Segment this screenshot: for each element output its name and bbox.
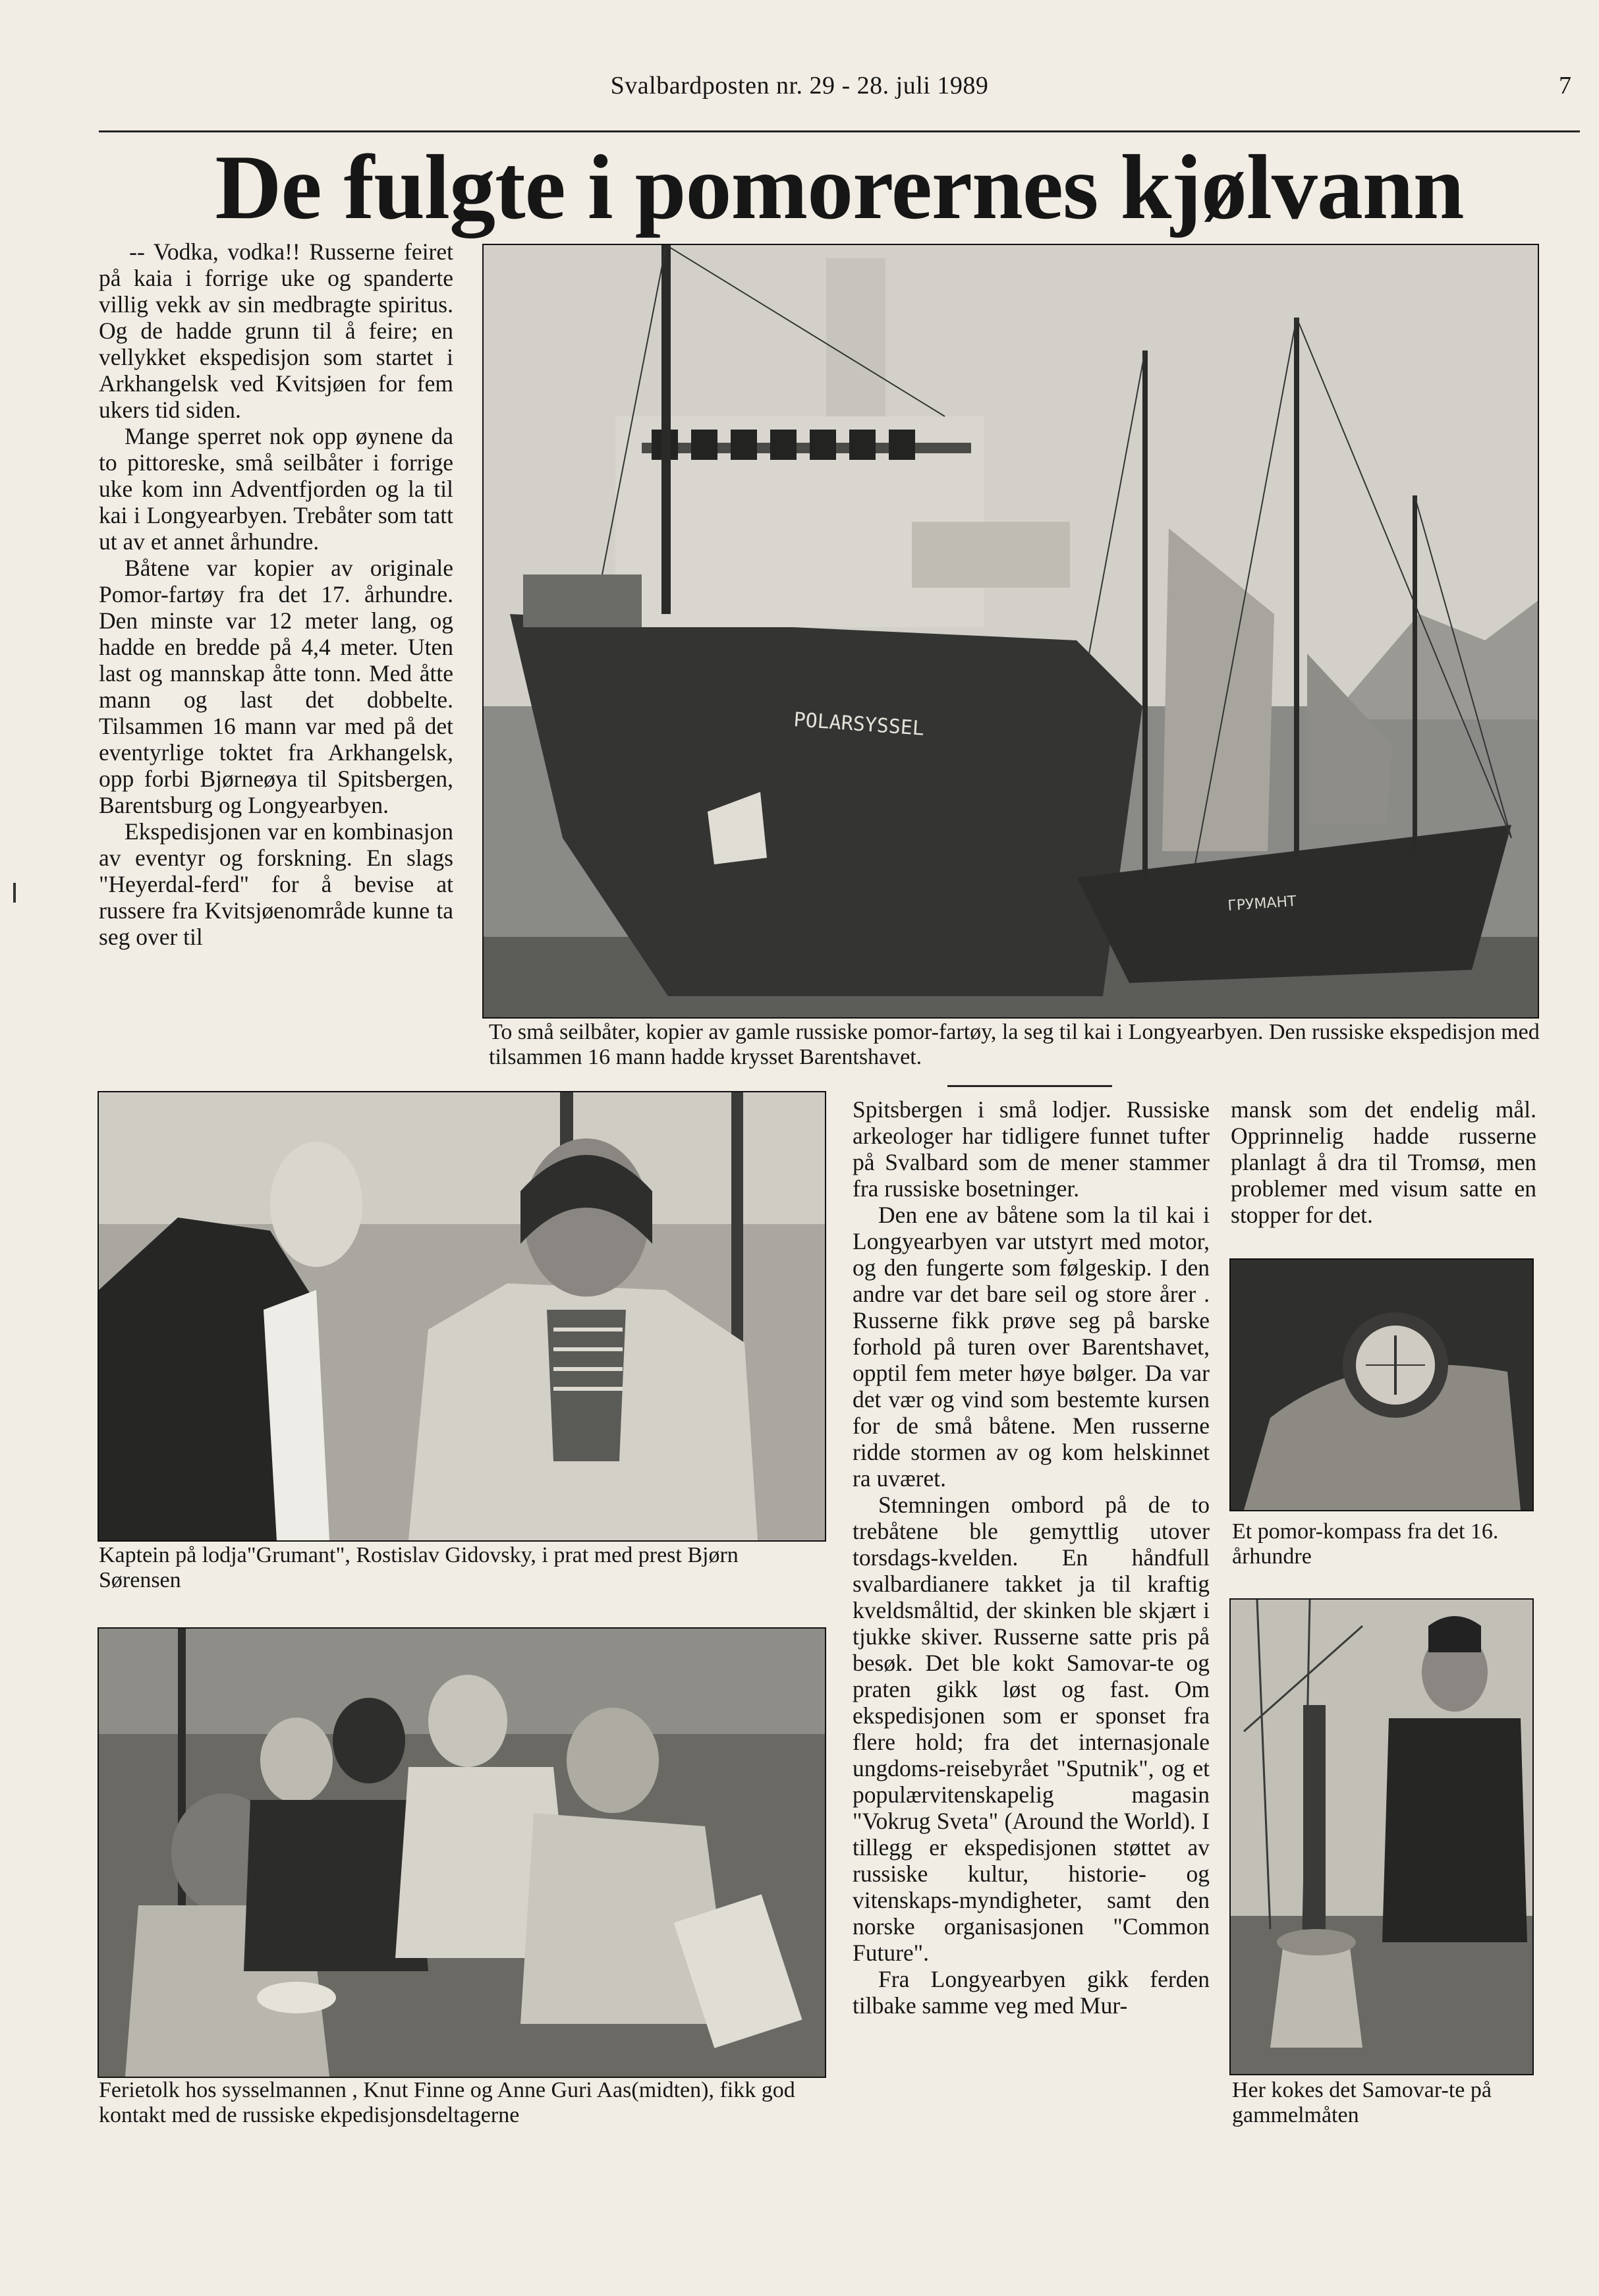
- paragraph: Båtene var kopier av originale Pomor-fartøy fra det 17. århundre. Den minste var 12 meter lang, og hadde en bredde på 4,4 meter. Uten last og mannskap åtte tonn. Med åtte mann og last det dobbelte. Tilsammen 16 mann var med på det eventyrlige toktet fra Arkhangelsk, opp forbi Bjørneøya til Spitsbergen, Barentsburg og Longyearbyen.: [99, 555, 453, 818]
- article-column-1: [99, 238, 453, 1069]
- margin-mark: [13, 883, 16, 903]
- page-number: 7: [1559, 72, 1571, 99]
- samovar-photo: [1229, 1598, 1534, 2075]
- paragraph: Fra Longyearbyen gikk ferden tilbake samme veg med Mur-: [853, 1966, 1210, 2019]
- article-column-2: [853, 1096, 1210, 2137]
- paragraph: Stemningen ombord på de to trebåtene ble gemyttlig utover torsdags-kvelden. En håndfull svalbardianere takket ja til kraftig kveldsmåltid, der skinken ble skjært i tjukke skiver. Russerne satte pris på besøk. Det ble kokt Samovar-te og praten gikk løst og fast. Om ekspedisjonen som er sponset fra flere hold; fra det internasjonale ungdoms-reisebyrået "Sputnik", og et populærvitenskapelig magasin "Vokrug Sveta" (Around the World). I tillegg er ekspedisjonen støttet av russiske kultur, historie- og vitenskaps-myndigheter, samt den norske organisasjonen "Common Future".: [853, 1492, 1210, 1966]
- samovar-photo-caption: Her kokes det Samovar-te på gammelmåten: [1232, 2078, 1492, 2127]
- group-photo-caption: Ferietolk hos sysselmannen , Knut Finne og Anne Guri Aas(midten), fikk god kontakt med de russiske ekpedisjonsdeltagerne: [99, 2078, 795, 2127]
- masthead: Svalbardposten nr. 29 - 28. juli 1989: [610, 72, 989, 99]
- boat-name-text: ГРУМАНТ: [1227, 893, 1297, 914]
- ship-photo: [482, 244, 1539, 1019]
- caption-rule: [947, 1085, 1112, 1087]
- compass-photo: [1229, 1258, 1534, 1511]
- paragraph: Den ene av båtene som la til kai i Longyearbyen var utstyrt med motor, og den fungerte som følgeskip. I den andre var det bare seil og store årer . Russerne fikk prøve seg på barske forhold på turen over Barentshavet, opptil fem meter høye bølger. Da var det vær og vind som bestemte kursen for de små båtene. Men russerne ridde stormen av og kom helskinnet ra uværet.: [853, 1202, 1210, 1492]
- ship-name-text: POLARSYSSEL: [793, 708, 926, 741]
- paragraph: Mange sperret nok opp øynene da to pittoreske, små seilbåter i forrige uke kom inn Adventfjorden og la til kai i Longyearbyen. Trebåter som tatt ut av et annet århundre.: [99, 423, 453, 555]
- paragraph: Spitsbergen i små lodjer. Russiske arkeologer har tidligere funnet tufter på Svalbard som de mener stammer fra russiske bosetninger.: [853, 1096, 1210, 1202]
- captain-photo-caption: Kaptein på lodja"Grumant", Rostislav Gidovsky, i prat med prest Bjørn Sørensen: [99, 1543, 739, 1592]
- paragraph: Ekspedisjonen var en kombinasjon av eventyr og forskning. En slags "Heyerdal-ferd" for å bevise at russere fra Kvitsjøenområde kunne ta seg over til: [99, 818, 453, 950]
- paragraph: mansk som det endelig mål. Opprinnelig hadde russerne planlagt å dra til Tromsø, men problemer med visum satte en stopper for det.: [1231, 1096, 1536, 1228]
- headline: De fulgte i pomorernes kjølvann: [215, 136, 1464, 238]
- captain-photo: [98, 1091, 826, 1542]
- group-photo: [98, 1627, 826, 2078]
- ship-photo-caption: To små seilbåter, kopier av gamle russiske pomor-fartøy, la seg til kai i Longyearbyen. Den russiske ekspedisjon med tilsammen 16 mann hadde krysset Barentshavet.: [489, 1020, 1540, 1069]
- article-column-3: [1231, 1096, 1536, 1228]
- paragraph: -- Vodka, vodka!! Russerne feiret på kaia i forrige uke og spanderte villig vekk av sin medbragte spiritus. Og de hadde grunn til å feire; en vellykket ekspedisjon som startet i Arkhangelsk ved Kvitsjøen for fem ukers tid siden.: [99, 238, 453, 423]
- compass-photo-caption: Et pomor-kompass fra det 16. århundre: [1232, 1519, 1499, 1569]
